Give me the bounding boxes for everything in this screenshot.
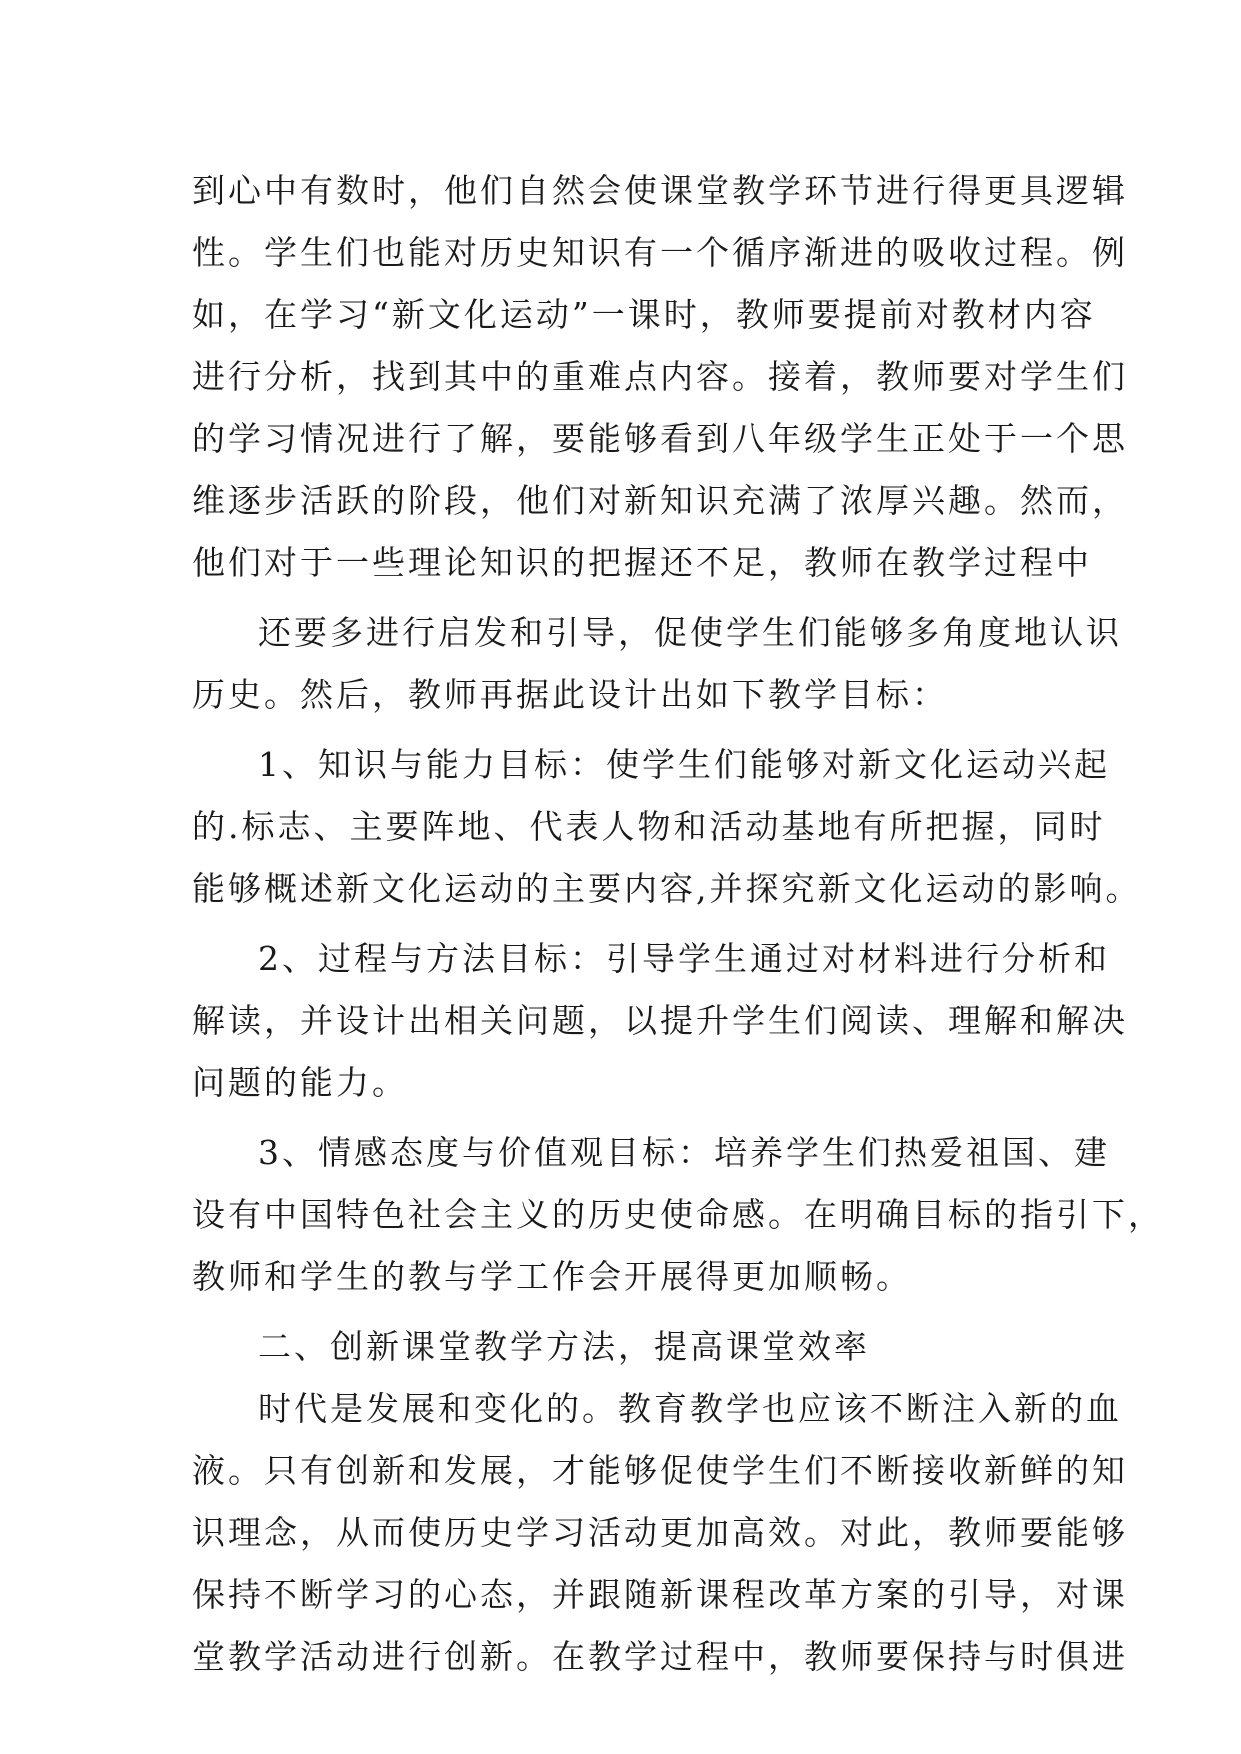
text-line: 保持不断学习的心态，并跟随新课程改革方案的引导，对课 bbox=[192, 1575, 1128, 1614]
text-line: 能够概述新文化运动的主要内容,并探究新文化运动的影响。 bbox=[192, 869, 1142, 908]
text-line: 历史。然后，教师再据此设计出如下教学目标： bbox=[192, 675, 948, 714]
text-line: 液。只有创新和发展，才能够促使学生们不断接收新鲜的知 bbox=[192, 1451, 1128, 1490]
text-line: 3、情感态度与价值观目标：培养学生们热爱祖国、建 bbox=[258, 1133, 1110, 1172]
text-line: 2、过程与方法目标：引导学生通过对材料进行分析和 bbox=[258, 939, 1110, 978]
document-body bbox=[192, 160, 1164, 1688]
text-line: 还要多进行启发和引导，促使学生们能够多角度地认识 bbox=[258, 613, 1122, 652]
text-line: 识理念，从而使历史学习活动更加高效。对此，教师要能够 bbox=[192, 1513, 1128, 1552]
text-line: 的学习情况进行了解，要能够看到八年级学生正处于一个思 bbox=[192, 419, 1128, 458]
text-line: 1、知识与能力目标：使学生们能够对新文化运动兴起 bbox=[258, 745, 1110, 784]
text-line: 维逐步活跃的阶段，他们对新知识充满了浓厚兴趣。然而， bbox=[192, 481, 1128, 520]
text-line: 堂教学活动进行创新。在教学过程中，教师要保持与时俱进 bbox=[192, 1637, 1128, 1676]
text-line: 解读，并设计出相关问题，以提升学生们阅读、理解和解决 bbox=[192, 1001, 1128, 1040]
text-line: 的.标志、主要阵地、代表人物和活动基地有所把握，同时 bbox=[192, 807, 1106, 846]
text-line: 进行分析，找到其中的重难点内容。接着，教师要对学生们 bbox=[192, 357, 1128, 396]
text-line: 如，在学习“新文化运动”一课时，教师要提前对教材内容 bbox=[192, 295, 1096, 334]
text-line: 教师和学生的教与学工作会开展得更加顺畅。 bbox=[192, 1257, 912, 1296]
text-line: 到心中有数时，他们自然会使课堂教学环节进行得更具逻辑 bbox=[192, 171, 1128, 210]
text-line: 二、创新课堂教学方法，提高课堂效率 bbox=[258, 1327, 870, 1366]
text-line: 问题的能力。 bbox=[192, 1063, 408, 1102]
text-line: 性。学生们也能对历史知识有一个循序渐进的吸收过程。例 bbox=[192, 233, 1128, 272]
text-line: 设有中国特色社会主义的历史使命感。在明确目标的指引下， bbox=[192, 1195, 1164, 1234]
text-line: 他们对于一些理论知识的把握还不足，教师在教学过程中 bbox=[192, 543, 1092, 582]
text-line: 时代是发展和变化的。教育教学也应该不断注入新的血 bbox=[258, 1389, 1122, 1428]
